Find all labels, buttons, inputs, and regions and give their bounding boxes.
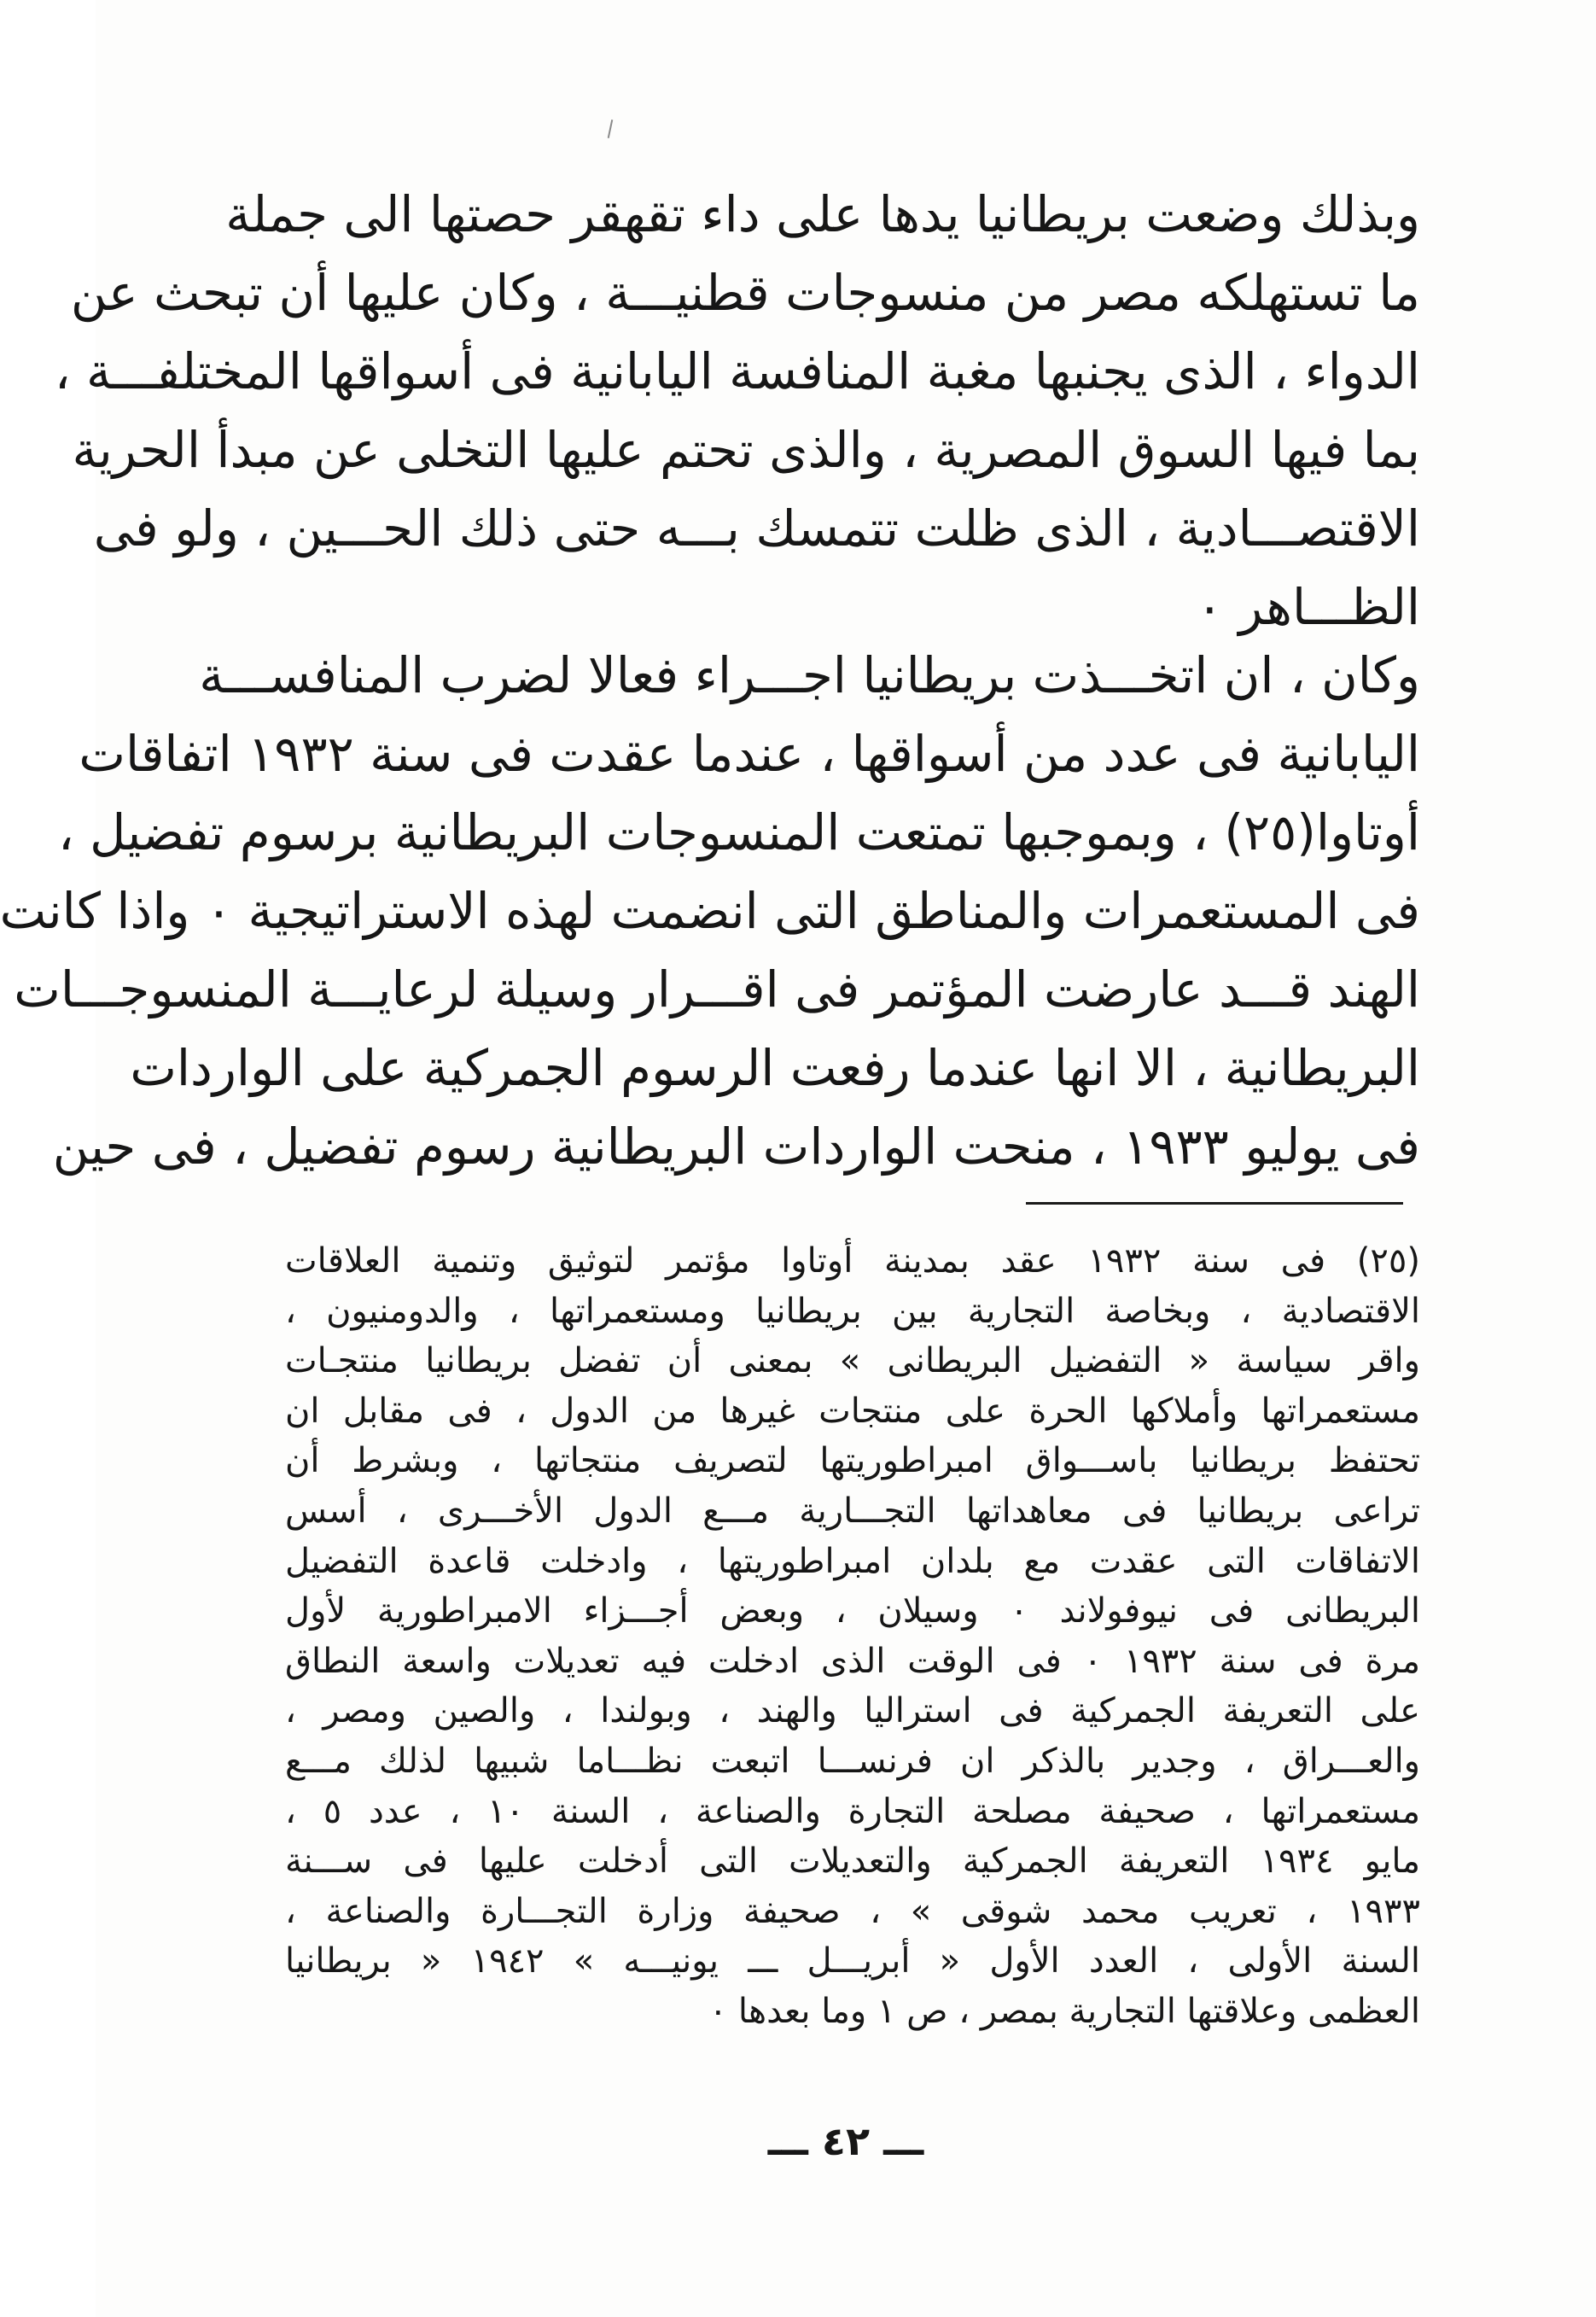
paragraph-line: وبذلك وضعت بريطانيا يدها على داء تقهقر حصتها الى جملة bbox=[225, 185, 1420, 243]
footnote-line: ١٩٣٣ ، تعريب محمد شوقى » ، صحيفة وزارة التجـــارة والصناعة ، bbox=[285, 1891, 1420, 1931]
body-paragraph-1 bbox=[54, 175, 1420, 646]
footnote-line: البريطانى فى نيوفولاند ٠ وسيلان ، وبعض أجـــزاء الامبراطورية لأول bbox=[285, 1591, 1420, 1631]
footnote-line: تراعى بريطانيا فى معاهداتها التجـــارية مـــع الدول الأخـــرى ، أسس bbox=[285, 1491, 1420, 1531]
footnote-separator bbox=[1026, 1202, 1403, 1205]
paragraph-line: الاقتصـــادية ، الذى ظلت تتمسك بـــه حتى ذلك الحـــين ، ولو فى bbox=[93, 499, 1420, 557]
footnote-line: تحتفظ بريطانيا باســـواق امبراطوريتها لتصريف منتجاتها ، وبشرط أن bbox=[285, 1441, 1420, 1481]
paragraph-line: فى المستعمرات والمناطق التى انضمت لهذه الاستراتيجية ٠ واذا كانت bbox=[0, 882, 1420, 940]
footnote-25 bbox=[285, 1236, 1420, 2037]
body-paragraph-2 bbox=[0, 636, 1420, 1186]
paragraph-line: البريطانية ، الا انها عندما رفعت الرسوم الجمركية على الواردات bbox=[130, 1039, 1420, 1097]
footnote-line: والعـــراق ، وجدير بالذكر ان فرنســـا اتبعت نظـــاما شبيها لذلك مـــع bbox=[285, 1741, 1420, 1781]
footnote-line: الاتفاقات التى عقدت مع بلدان امبراطوريتها ، وادخلت قاعدة التفضيل bbox=[285, 1541, 1420, 1581]
paragraph-line: الهند قـــد عارضت المؤتمر فى اقـــرار وسيلة لرعايـــة المنسوجـــات bbox=[14, 960, 1420, 1018]
footnote-line: العظمى وعلاقتها التجارية بمصر ، ص ١ وما بعدها ٠ bbox=[708, 1991, 1420, 2031]
paragraph-line: بما فيها السوق المصرية ، والذى تحتم عليها التخلى عن مبدأ الحرية bbox=[72, 421, 1420, 479]
paragraph-line: أوتاوا(٢٥) ، وبموجبها تمتعت المنسوجات البريطانية برسوم تفضيل ، bbox=[58, 803, 1420, 861]
page-number: ـــ ٤٢ ـــ bbox=[767, 2118, 924, 2164]
paragraph-line: الظـــاهر ٠ bbox=[1196, 578, 1420, 636]
paragraph-line: ما تستهلكه مصر من منسوجات قطنيـــة ، وكان عليها أن تبحث عن bbox=[70, 264, 1420, 322]
footnote-line: مستعمراتها وأملاكها الحرة على منتجات غيرها من الدول ، فى مقابل ان bbox=[285, 1391, 1420, 1431]
footnote-line: مرة فى سنة ١٩٣٢ ٠ فى الوقت الذى ادخلت فيه تعديلات واسعة النطاق bbox=[285, 1641, 1421, 1681]
paragraph-line: اليابانية فى عدد من أسواقها ، عندما عقدت فى سنة ١٩٣٢ اتفاقات bbox=[79, 725, 1420, 783]
scan-mark bbox=[608, 120, 614, 138]
paragraph-line: فى يوليو ١٩٣٣ ، منحت الواردات البريطانية رسوم تفضيل ، فى حين bbox=[52, 1118, 1420, 1176]
footnote-line: على التعريفة الجمركية فى استراليا والهند ، وبولندا ، والصين ومصر ، bbox=[285, 1691, 1420, 1731]
paragraph-line: الدواء ، الذى يجنبها مغبة المنافسة اليابانية فى أسواقها المختلفـــة ، bbox=[54, 342, 1420, 400]
footnote-line: الاقتصادية ، وبخاصة التجارية بين بريطانيا ومستعمراتها ، والدومنيون ، bbox=[285, 1291, 1420, 1331]
footnote-line: مستعمراتها ، صحيفة مصلحة التجارة والصناعة ، السنة ١٠ ، عدد ٥ ، bbox=[285, 1791, 1421, 1831]
footnote-line: واقر سياسة « التفضيل البريطانى » بمعنى أن تفضل بريطانيا منتجـات bbox=[285, 1341, 1420, 1381]
footnote-line: (٢٥) فى سنة ١٩٣٢ عقد بمدينة أوتاوا مؤتمر لتوثيق وتنمية العلاقات bbox=[285, 1241, 1420, 1281]
footnote-line: السنة الأولى ، العدد الأول « أبريـــل ـــ يونيـــه » ١٩٤٢ « بريطانيا bbox=[285, 1941, 1420, 1981]
footnote-line: مايو ١٩٣٤ التعريفة الجمركية والتعديلات التى أدخلت عليها فى ســـنة bbox=[285, 1841, 1421, 1882]
paragraph-line: وكان ، ان اتخـــذت بريطانيا اجـــراء فعالا لضرب المنافســـة bbox=[199, 646, 1420, 704]
